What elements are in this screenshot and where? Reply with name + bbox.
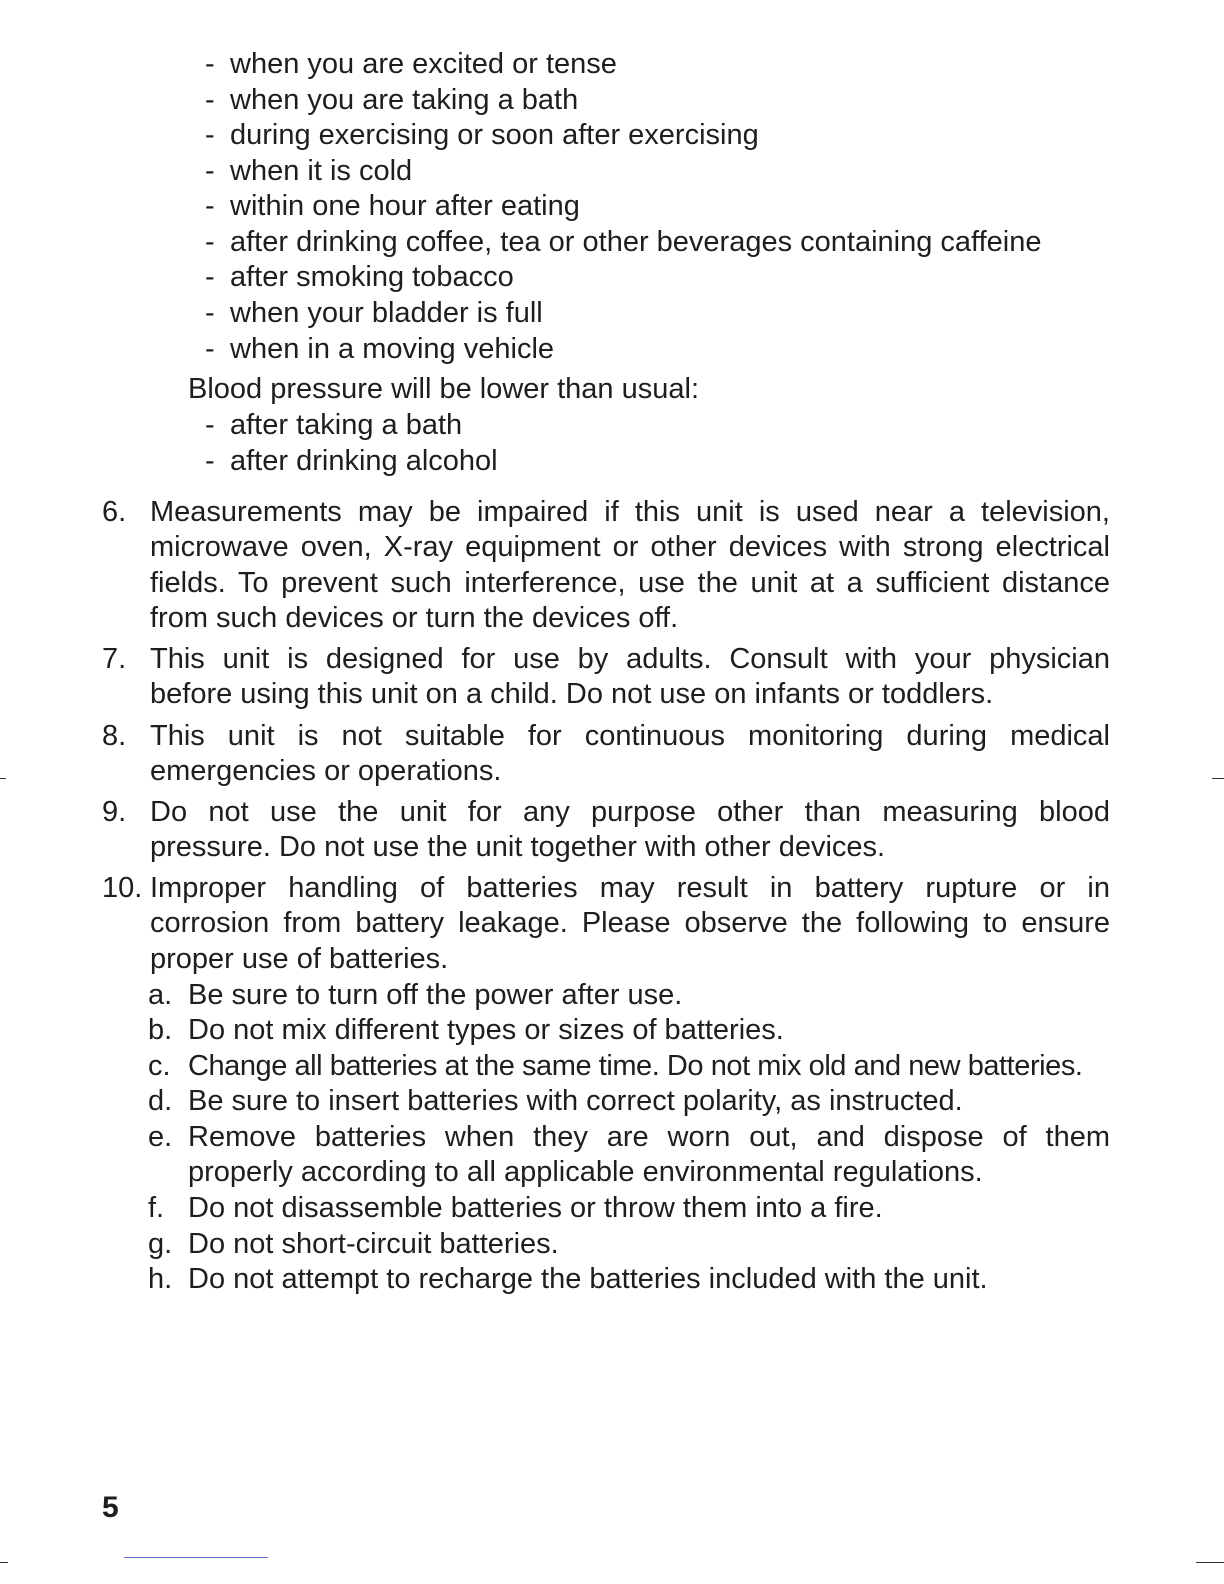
sub-item-line: Do not attempt to recharge the batteries included with the unit. (188, 1263, 988, 1295)
item-line: corrosion from battery leakage. Please observe the following to ensure (150, 907, 1110, 939)
item-line: proper use of batteries. (150, 943, 449, 975)
item-number: 9. (102, 796, 127, 828)
list-item: when in a moving vehicle (230, 333, 555, 365)
list-dash: - (205, 48, 215, 80)
item-line: pressure. Do not use the unit together with other devices. (150, 831, 886, 863)
sub-item-letter: f. (148, 1192, 165, 1224)
list-dash: - (205, 297, 215, 329)
list-dash: - (205, 155, 215, 187)
sub-item-line: Remove batteries when they are worn out, and dispose of them (188, 1121, 1110, 1153)
sub-item-line: properly according to all applicable environmental regulations. (188, 1156, 983, 1188)
list-item: when it is cold (230, 155, 413, 187)
list-item: within one hour after eating (230, 190, 580, 222)
item-line: This unit is not suitable for continuous monitoring during medical (150, 720, 1110, 752)
list-dash: - (205, 261, 215, 293)
item-line: Measurements may be impaired if this unit is used near a television, (150, 496, 1110, 528)
lower-pressure-heading: Blood pressure will be lower than usual: (188, 373, 699, 405)
list-item: after taking a bath (230, 409, 463, 441)
list-item: after drinking coffee, tea or other beverages containing caffeine (230, 226, 1042, 258)
list-item: when you are excited or tense (230, 48, 617, 80)
sub-item-letter: e. (148, 1121, 173, 1153)
item-number: 8. (102, 720, 127, 752)
list-dash: - (205, 119, 215, 151)
item-line: Improper handling of batteries may result in battery rupture or in (150, 872, 1110, 904)
sub-item-letter: g. (148, 1228, 173, 1260)
sub-item-letter: c. (148, 1050, 171, 1082)
item-line: Do not use the unit for any purpose other than measuring blood (150, 796, 1110, 828)
item-line: This unit is designed for use by adults. Consult with your physician (150, 643, 1110, 675)
sub-item-line: Do not disassemble batteries or throw them into a fire. (188, 1192, 883, 1224)
footer-rule (124, 1557, 268, 1558)
list-dash: - (205, 190, 215, 222)
sub-item-letter: h. (148, 1263, 173, 1295)
sub-item-line: Be sure to turn off the power after use. (188, 979, 683, 1011)
sub-item-letter: a. (148, 979, 173, 1011)
list-item: when you are taking a bath (230, 84, 579, 116)
corner-mark-left (0, 1562, 8, 1563)
page-number: 5 (102, 1491, 119, 1524)
item-number: 7. (102, 643, 127, 675)
item-line: emergencies or operations. (150, 755, 502, 787)
item-number: 10. (102, 872, 143, 904)
list-dash: - (205, 226, 215, 258)
sub-item-line: Be sure to insert batteries with correct polarity, as instructed. (188, 1085, 963, 1117)
item-number: 6. (102, 496, 127, 528)
list-dash: - (205, 445, 215, 477)
sub-item-line: Do not mix different types or sizes of batteries. (188, 1014, 784, 1046)
sub-item-letter: d. (148, 1085, 173, 1117)
list-item: after drinking alcohol (230, 445, 498, 477)
list-item: during exercising or soon after exercising (230, 119, 759, 151)
crop-mark-right (1212, 778, 1224, 779)
sub-item-letter: b. (148, 1014, 173, 1046)
list-dash: - (205, 333, 215, 365)
item-line: from such devices or turn the devices off. (150, 602, 679, 634)
sub-item-line: Change all batteries at the same time. Do not mix old and new batteries. (188, 1050, 1083, 1082)
list-item: after smoking tobacco (230, 261, 514, 293)
list-dash: - (205, 409, 215, 441)
list-item: when your bladder is full (230, 297, 543, 329)
item-line: fields. To prevent such interference, use the unit at a sufficient distance (150, 567, 1110, 599)
item-line: before using this unit on a child. Do not use on infants or toddlers. (150, 678, 994, 710)
crop-mark-left (0, 778, 6, 779)
list-dash: - (205, 84, 215, 116)
item-line: microwave oven, X-ray equipment or other devices with strong electrical (150, 531, 1110, 563)
corner-mark-right (1196, 1562, 1224, 1563)
sub-item-line: Do not short-circuit batteries. (188, 1228, 559, 1260)
